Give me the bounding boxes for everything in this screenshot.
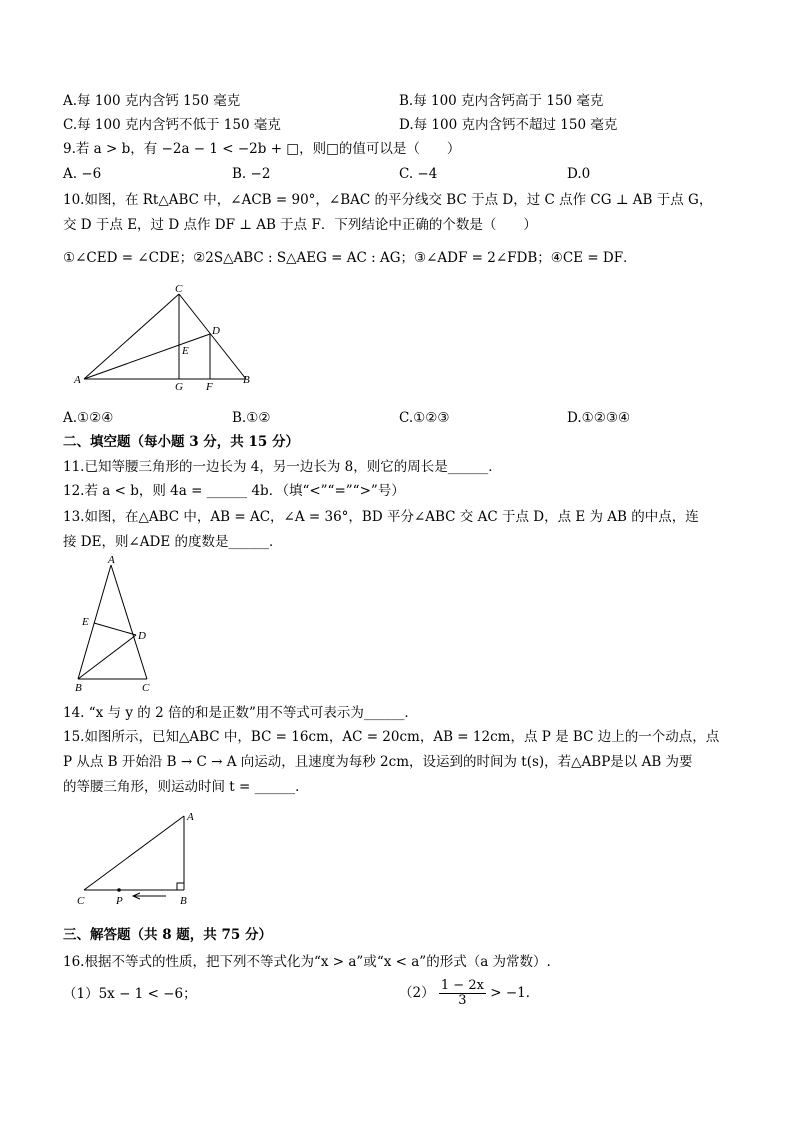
label-b: B [180,895,187,907]
q15-stem-line3: 的等腰三角形，则运动时间 t = ______． [63,779,309,795]
segment-ad [84,334,210,379]
q10-stem-line2: 交 D 于点 E，过 D 点作 DF ⊥ AB 于点 F．下列结论中正确的个数是（ ） [63,217,537,233]
q16-fraction [439,979,486,1008]
label-c: C [175,283,183,295]
q11: 11.已知等腰三角形的一边长为 4，另一边长为 8，则它的周长是______． [63,459,502,475]
q16-part-2 [399,976,539,1010]
section-2-heading: 二、填空题（每小题 3 分，共 15 分） [63,434,299,450]
label-b: B [243,374,250,386]
q10-statements: ①∠CED = ∠CDE；②2S△ABC : S△AEG = AC : AG；③∠ADF = 2∠FDB；④CE = DF． [63,250,637,266]
q10-option-c: C.①②③ [399,410,450,426]
segment-ac [84,294,179,379]
label-c: C [142,682,150,694]
q16-stem: 16.根据不等式的性质，把下列不等式化为“x > a”或“x < a”的形式（a 为常数）. [63,954,551,970]
q13-figure [70,553,160,695]
point-p [117,888,121,892]
segment-bd [78,635,136,679]
q10-option-d: D.①②③④ [567,410,631,426]
q9-option-b: B. −2 [232,166,271,182]
right-angle-mark [177,883,184,890]
q15-stem-line2: P 从点 B 开始沿 B → C → A 向运动，且速度为每秒 2cm，设运到的时间为 t(s)，若△ABP是以 AB 为要 [63,754,693,770]
q8-option-a: A.每 100 克内含钙 150 毫克 [63,93,241,109]
label-g: G [175,381,183,392]
label-a: A [108,554,115,566]
label-p: P [116,895,123,907]
label-a: A [74,374,81,386]
fraction-numerator: 1 − 2x [440,978,484,993]
q9-stem: 9.若 a > b，有 −2a − 1 < −2b + □，则□的值可以是（ ） [63,141,461,157]
segment-ac [111,565,147,679]
q12: 12.若 a < b，则 4a = ______ 4b．（填“<”“=”“>”号） [63,483,405,499]
q16-part-2-prefix: （2） [399,985,435,1001]
q10-figure [60,282,270,392]
q8-option-d: D.每 100 克内含钙不超过 150 毫克 [399,117,618,133]
label-b: B [75,682,82,694]
label-e: E [182,345,189,357]
label-d: D [212,325,220,337]
q9-option-a: A. −6 [63,166,102,182]
q16-part-2-suffix: > −1． [490,985,540,1001]
label-d: D [138,630,146,642]
label-f: F [206,381,213,392]
segment-ca [84,816,184,890]
label-c: C [77,895,85,907]
label-e: E [82,616,89,628]
q10-option-a: A.①②④ [63,410,114,426]
section-3-heading: 三、解答题（共 8 题，共 75 分） [63,927,272,943]
q9-option-c: C. −4 [399,166,438,182]
label-a: A [187,811,194,823]
q10-stem-line1: 10.如图，在 Rt△ABC 中，∠ACB = 90°，∠BAC 的平分线交 BC 于点 D，过 C 点作 CG ⊥ AB 于点 G， [63,192,713,208]
q8-option-c: C.每 100 克内含钙不低于 150 毫克 [63,117,281,133]
fraction-denominator: 3 [458,993,467,1008]
q13-stem-line2: 接 DE，则∠ADE 的度数是______． [63,534,283,550]
q14: 14. “x 与 y 的 2 倍的和是正数”用不等式可表示为______． [63,705,418,721]
q8-option-b: B.每 100 克内含钙高于 150 毫克 [399,93,604,109]
q10-option-b: B.①② [232,410,271,426]
q15-figure [70,808,210,908]
q16-part-1: （1）5x − 1 < −6； [63,986,197,1002]
q15-stem-line1: 15.如图所示，已知△ABC 中，BC = 16cm，AC = 20cm，AB = 12cm，点 P 是 BC 边上的一个动点，点 [63,729,720,745]
q13-stem-line1: 13.如图，在△ABC 中，AB = AC，∠A = 36°，BD 平分∠ABC 交 AC 于点 D，点 E 为 AB 的中点，连 [63,509,699,525]
q9-option-d: D.0 [567,166,591,182]
